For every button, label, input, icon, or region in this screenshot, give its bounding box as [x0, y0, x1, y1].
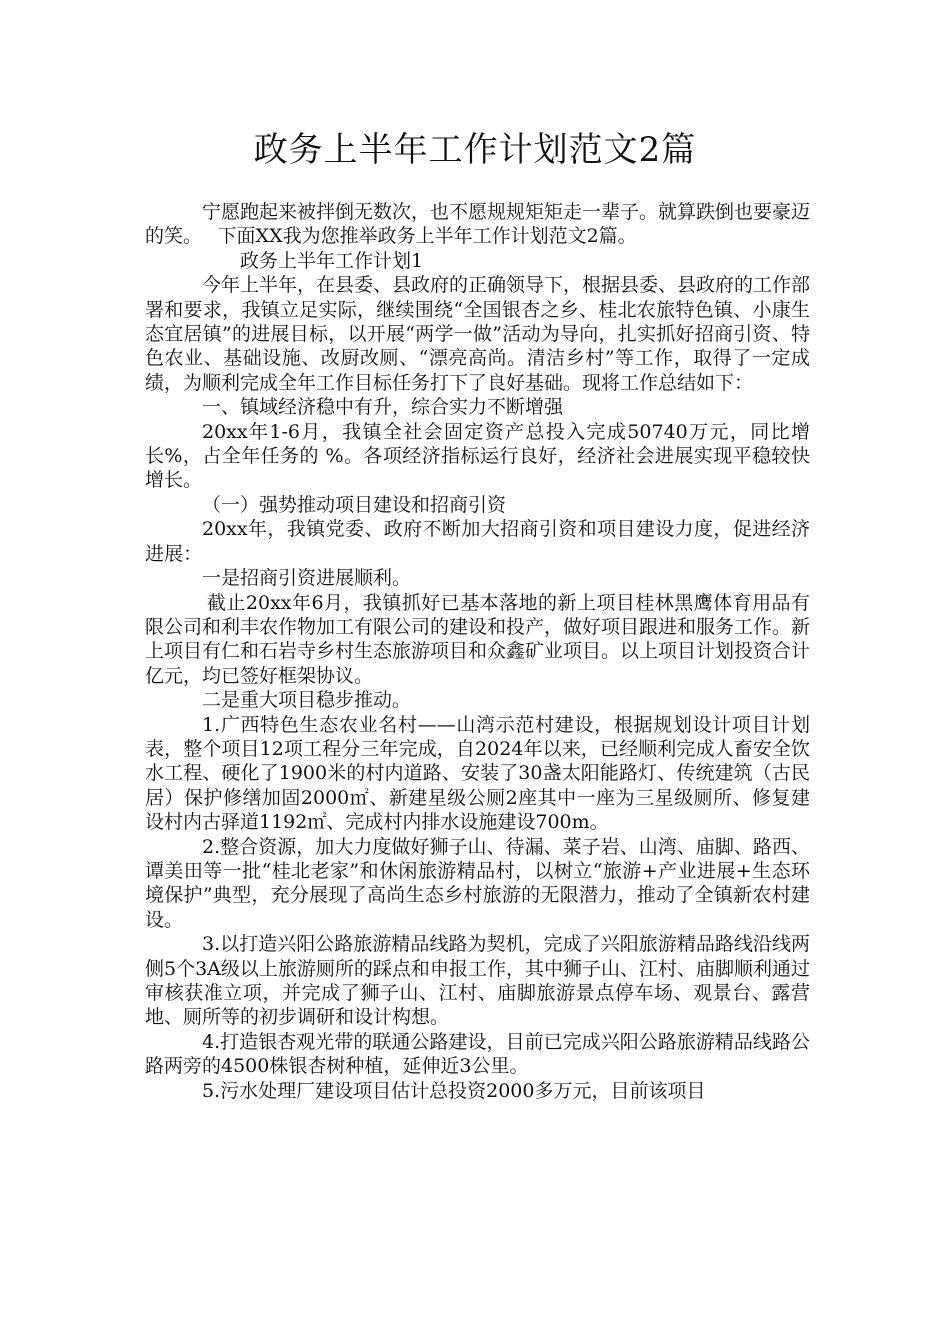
economy-paragraph: 20xx年1-6月，我镇全社会固定资产总投入完成50740万元，同比增长%，占全年任务的 %。各项经济指标运行良好，经济社会进展实现平稳较快增长。: [145, 420, 810, 492]
projects-intro-paragraph: 20xx年，我镇党委、政府不断加大招商引资和项目建设力度，促进经济进展：: [145, 518, 810, 565]
summary-paragraph: 今年上半年，在县委、县政府的正确领导下，根据县委、县政府的工作部署和要求，我镇立足实际，继续围绕“全国银杏之乡、桂北农旅特色镇、小康生态宜居镇”的进展目标，以开展“两学一做”活动为导向，扎实抓好招商引资、特色农业、基础设施、改厨改厕、“漂亮高尚。清洁乡村”等工作，取得了一定成绩，为顺利完成全年工作目标任务打下了良好基础。现将工作总结如下：: [145, 274, 811, 394]
item-3-paragraph: 3.以打造兴阳公路旅游精品线路为契机，完成了兴阳旅游精品路线沿线两侧5个3A级以上旅游厕所的踩点和申报工作，其中狮子山、江村、庙脚顺利通过审核获准立项，并完成了狮子山、江村、庙脚旅游景点停车场、观景台、露营地、厕所等的初步调研和设计构想。: [145, 933, 810, 1029]
investment-paragraph: 截止20xx年6月，我镇抓好已基本落地的新上项目桂林黑鹰体育用品有限公司和利丰农作物加工有限公司的建设和投产，做好项目跟进和服务工作。新上项目有仁和石岩寺乡村生态旅游项目和众鑫矿业项目。以上项目计划投资合计亿元，均已签好框架协议。: [145, 591, 811, 687]
document-body: [145, 200, 810, 1103]
heading-economy: 一、镇域经济稳中有升，综合实力不断增强: [202, 396, 564, 419]
item-4-paragraph: 4.打造银杏观光带的联通公路建设，目前已完成兴阳公路旅游精品线路公路两旁的4500株银杏树种植，延伸近3公里。: [145, 1030, 810, 1078]
section-heading-plan-1: 政务上半年工作计划1: [240, 249, 424, 272]
intro-paragraph: 宁愿跑起来被拌倒无数次，也不愿规规矩矩走一辈子。就算跌倒也要豪迈的笑。 下面XX我为您推举政务上半年工作计划范文2篇。: [145, 201, 811, 248]
point-one-heading: 一是招商引资进展顺利。: [202, 567, 412, 590]
item-1-paragraph: 1.广西特色生态农业名村——山湾示范村建设，根据规划设计项目计划表，整个项目12项工程分三年完成，自2024年以来，已经顺利完成人畜安全饮水工程、硬化了1900米的村内道路、安装了30盏太阳能路灯、传统建筑（古民居）保护修缮加固2000㎡、新建星级公厕2座其中一座为三星级厕所、修复建设村内古驿道1192㎡、完成村内排水设施建设700m。: [145, 713, 810, 834]
item-5-paragraph: 5.污水处理厂建设项目估计总投资2000多万元，目前该项目: [202, 1079, 706, 1102]
subheading-projects: （一）强势推动项目建设和招商引资: [202, 493, 507, 516]
point-two-heading: 二是重大项目稳步推动。: [202, 689, 412, 712]
item-2-paragraph: 2.整合资源，加大力度做好狮子山、待漏、菜子岩、山湾、庙脚、路西、谭美田等一批“桂北老家”和休闲旅游精品村，以树立“旅游+产业进展+生态环境保护”典型，充分展现了高尚生态乡村旅游的无限潜力，推动了全镇新农村建设。: [145, 835, 810, 931]
document-title: 政务上半年工作计划范文2篇: [253, 130, 697, 170]
